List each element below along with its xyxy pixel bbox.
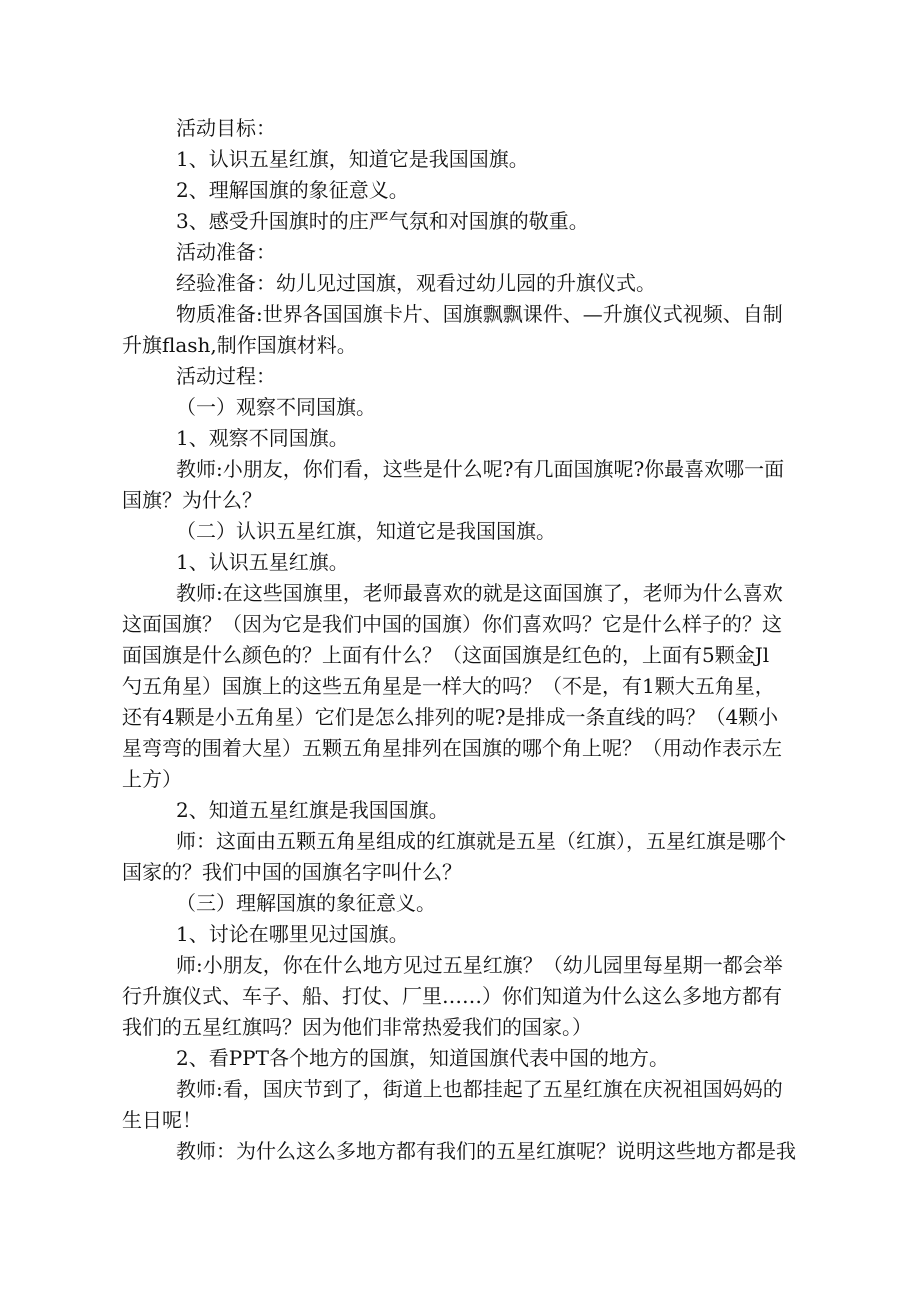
substep-1-1: 1、观察不同国旗。 bbox=[176, 426, 349, 450]
prep-experience: 经验准备：幼儿见过国旗，观看过幼儿园的升旗仪式。 bbox=[176, 271, 656, 295]
substep-3-1: 1、讨论在哪里见过国旗。 bbox=[176, 922, 409, 946]
substep-2-1: 1、认识五星红旗。 bbox=[176, 550, 349, 574]
paragraph-line: 国家的？我们中国的国旗名字叫什么？ bbox=[122, 860, 462, 884]
paragraph-line: 国旗？为什么？ bbox=[122, 488, 262, 512]
step-heading-3: （三）理解国旗的象征意义。 bbox=[176, 891, 436, 915]
section-heading-preparation: 活动准备： bbox=[176, 240, 276, 264]
goal-item-3: 3、感受升国旗时的庄严气氛和对国旗的敬重。 bbox=[176, 209, 589, 233]
paragraph-line: 这面国旗？（因为它是我们中国的国旗）你们喜欢吗？它是什么样子的？这 bbox=[122, 612, 782, 636]
prep-materials-cont: 升旗flash,制作国旗材料。 bbox=[122, 333, 357, 357]
prep-materials: 物质准备:世界各国国旗卡片、国旗飘飘课件、—升旗仪式视频、自制 bbox=[176, 302, 783, 326]
paragraph-line: 师:小朋友，你在什么地方见过五星红旗？（幼儿园里每星期一都会举 bbox=[176, 953, 783, 977]
paragraph-line: 面国旗是什么颜色的？上面有什么？（这面国旗是红色的，上面有5颗金Jl bbox=[122, 643, 770, 667]
paragraph-line: 勺五角星）国旗上的这些五角星是一样大的吗？（不是，有1颗大五角星， bbox=[122, 674, 775, 698]
step-heading-2: （二）认识五星红旗，知道它是我国国旗。 bbox=[176, 519, 556, 543]
goal-item-1: 1、认识五星红旗，知道它是我国国旗。 bbox=[176, 147, 529, 171]
paragraph-line: 教师:看，国庆节到了，街道上也都挂起了五星红旗在庆祝祖国妈妈的 bbox=[176, 1077, 783, 1101]
paragraph-line: 师：这面由五颗五角星组成的红旗就是五星（红旗），五星红旗是哪个 bbox=[176, 829, 786, 853]
step-heading-1: （一）观察不同国旗。 bbox=[176, 395, 376, 419]
paragraph-line: 星弯弯的围着大星）五颗五角星排列在国旗的哪个角上呢？（用动作表示左 bbox=[122, 736, 782, 760]
section-heading-process: 活动过程： bbox=[176, 364, 276, 388]
paragraph-line: 我们的五星红旗吗？因为他们非常热爱我们的国家。） bbox=[122, 1015, 592, 1039]
paragraph-line: 教师:在这些国旗里，老师最喜欢的就是这面国旗了，老师为什么喜欢 bbox=[176, 581, 783, 605]
goal-item-2: 2、理解国旗的象征意义。 bbox=[176, 178, 409, 202]
section-heading-goals: 活动目标： bbox=[176, 116, 276, 140]
paragraph-line: 教师:小朋友，你们看，这些是什么呢?有几面国旗呢?你最喜欢哪一面 bbox=[176, 457, 785, 481]
paragraph-line: 上方） bbox=[122, 767, 182, 791]
paragraph-line: 生日呢！ bbox=[122, 1108, 202, 1132]
paragraph-line: 教师：为什么这么多地方都有我们的五星红旗呢？说明这些地方都是我 bbox=[176, 1139, 796, 1163]
substep-3-2: 2、看PPT各个地方的国旗，知道国旗代表中国的地方。 bbox=[176, 1046, 669, 1070]
paragraph-line: 行升旗仪式、车子、船、打仗、厂里……）你们知道为什么这么多地方都有 bbox=[122, 984, 782, 1008]
paragraph-line: 还有4颗是小五角星）它们是怎么排列的呢?是排成一条直线的吗？（4颗小 bbox=[122, 705, 779, 729]
substep-2-2: 2、知道五星红旗是我国国旗。 bbox=[176, 798, 449, 822]
